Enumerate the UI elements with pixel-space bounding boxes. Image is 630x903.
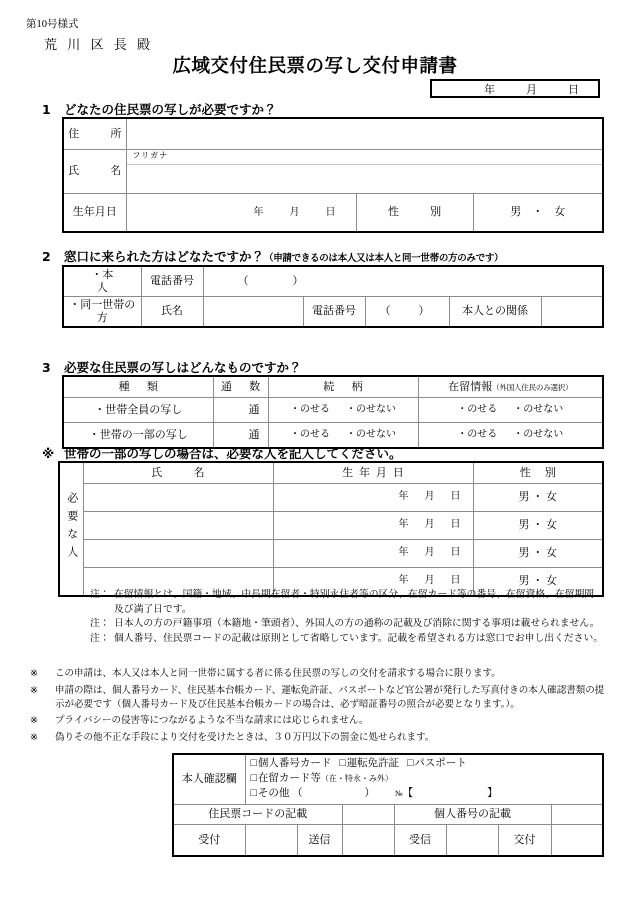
- person-month-label: 月: [424, 546, 435, 558]
- hoshi-text: 偽りその他不正な手段により交付を受けたときは、３０万円以下の罰金に処せられます。: [55, 733, 435, 744]
- birthdate-input[interactable]: [126, 194, 356, 233]
- residency-all-members[interactable]: [418, 398, 603, 423]
- other-number-label: №: [394, 788, 403, 798]
- column-count: 通 数: [213, 376, 268, 398]
- residency-no[interactable]: ・のせない: [513, 404, 564, 416]
- other-paren-open: （: [291, 787, 303, 799]
- table-row: [173, 805, 603, 825]
- person-year-label: 年: [398, 490, 409, 502]
- section3-heading-text: 必要な住民票の写しはどんなものですか？: [64, 360, 302, 375]
- self-phone-label: 電話番号: [141, 266, 203, 297]
- household-name-input[interactable]: [203, 297, 303, 328]
- required-persons-side-label-cell: [59, 462, 83, 596]
- person-name-input[interactable]: [83, 484, 273, 512]
- section3-table: [62, 375, 604, 449]
- person-day-label: 日: [450, 574, 461, 586]
- kind-all-members: ・世帯全員の写し: [63, 398, 213, 423]
- required-persons-label: 必要な人: [65, 492, 78, 565]
- hoshi-marker: ※: [30, 733, 38, 744]
- section1-heading: [42, 100, 277, 118]
- birth-month-label: 月: [289, 206, 300, 218]
- form-code: 第10号様式: [26, 19, 79, 30]
- column-person-sex: 性 別: [473, 462, 603, 484]
- applicant-household-label: ・同一世帯の方: [63, 297, 141, 328]
- resident-code-record-input[interactable]: [342, 805, 394, 825]
- person-year-label: 年: [398, 574, 409, 586]
- table-header-row: [59, 462, 603, 484]
- stamp-send-input[interactable]: [342, 825, 394, 857]
- birth-day-label: 日: [325, 206, 336, 218]
- person-month-label: 月: [424, 490, 435, 502]
- column-person-birthdate: 生 年 月 日: [273, 462, 473, 484]
- count-all-members[interactable]: 通: [213, 398, 268, 423]
- self-phone-input[interactable]: [203, 266, 603, 297]
- column-residency-note: （外国人住民のみ選択）: [492, 382, 573, 392]
- person-month-label: 月: [424, 574, 435, 586]
- section2-heading-sub: （申請できるのは本人又は本人と同一世帯の方のみです）: [264, 253, 504, 264]
- stamp-receipt-input[interactable]: [245, 825, 297, 857]
- hoshi-text: プライバシーの侵害等につながるような不当な請求には応じられません。: [55, 716, 369, 727]
- relation-yes[interactable]: ・のせる: [290, 404, 330, 416]
- household-name-label: 氏名: [141, 297, 203, 328]
- note-text: 個人番号、住民票コードの記載は原則として省略しています。記載を希望される方は窓口でお申し出ください。: [114, 633, 604, 645]
- hoshi-marker: ※: [30, 685, 38, 696]
- other-bracket-open: 【: [402, 787, 414, 799]
- note-text: 在留情報とは、国籍・地域、中長期在留者・特別永住者等の区分、在留カード等の番号、在留資格、在留期間: [114, 589, 595, 600]
- person-year-label: 年: [398, 518, 409, 530]
- section4-table: [58, 461, 604, 597]
- checkbox-other[interactable]: □ その他: [251, 787, 290, 802]
- household-phone-paren-open: （: [379, 305, 391, 318]
- residence-card-note: （在・特永・み外）: [320, 774, 393, 784]
- section2-heading: [42, 247, 503, 265]
- date-year-label: 年: [484, 83, 495, 96]
- person-sex-options[interactable]: 男 ・ 女: [473, 484, 603, 512]
- person-day-label: 日: [450, 518, 461, 530]
- hoshi-note-item: [30, 685, 604, 713]
- section3-number: 3: [42, 360, 51, 375]
- name-input[interactable]: [126, 150, 603, 194]
- household-phone-label: 電話番号: [303, 297, 365, 328]
- person-birthdate-input[interactable]: [273, 540, 473, 568]
- stamp-receive-input[interactable]: [446, 825, 498, 857]
- stamp-issue-label: 交付: [498, 825, 551, 857]
- self-phone-paren-close: ）: [292, 275, 304, 288]
- checkbox-passport[interactable]: □ パスポート: [407, 757, 467, 772]
- hoshi-marker: ※: [30, 716, 38, 727]
- residency-partial[interactable]: [418, 423, 603, 449]
- mynumber-record-input[interactable]: [551, 805, 603, 825]
- table-row: [63, 398, 603, 423]
- section2-table: [62, 265, 604, 328]
- residency-yes[interactable]: ・のせる: [457, 429, 498, 441]
- relation-no[interactable]: ・のせない: [346, 429, 396, 441]
- hoshi-note-item: [30, 668, 604, 682]
- residency-yes[interactable]: ・のせる: [457, 404, 498, 416]
- person-day-label: 日: [450, 490, 461, 502]
- furigana-divider: [127, 164, 603, 165]
- sex-label: 性 別: [356, 194, 473, 233]
- address-input[interactable]: [126, 118, 603, 150]
- household-phone-paren-close: ）: [418, 305, 430, 318]
- mynumber-record-label: 個人番号の記載: [394, 805, 551, 825]
- table-row: [63, 194, 603, 233]
- count-partial[interactable]: 通: [213, 423, 268, 449]
- name-label: 氏 名: [63, 150, 126, 194]
- hoshi-text: 申請の際は、個人番号カード、住民基本台帳カード、運転免許証、パスポートなど官公署が発行した写真付きの本人確認書類の提: [55, 685, 605, 696]
- hoshi-marker: ※: [30, 669, 38, 679]
- birth-year-label: 年: [253, 206, 264, 218]
- table-row: [63, 266, 603, 297]
- table-row: [63, 150, 603, 194]
- identity-check-options[interactable]: [245, 754, 603, 805]
- note-marker: 注：: [90, 589, 110, 600]
- person-name-input[interactable]: [83, 512, 273, 540]
- person-name-input[interactable]: [83, 540, 273, 568]
- person-day-label: 日: [450, 546, 461, 558]
- column-relation: 続 柄: [268, 376, 418, 398]
- stamp-receipt-label: 受付: [173, 825, 245, 857]
- application-date-box[interactable]: [430, 79, 600, 98]
- person-sex-options[interactable]: 男 ・ 女: [473, 540, 603, 568]
- household-phone-input[interactable]: [365, 297, 449, 328]
- identity-check-label: 本人確認欄: [173, 754, 245, 805]
- relation-all-members[interactable]: [268, 398, 418, 423]
- section3-heading: [42, 358, 302, 376]
- section4-mark: ※: [42, 446, 55, 461]
- resident-code-record-label: 住民票コードの記載: [173, 805, 342, 825]
- hoshi-note-item: [30, 715, 604, 729]
- table-row: [59, 512, 603, 540]
- note-marker: 注：: [90, 618, 110, 630]
- table-row: [63, 297, 603, 328]
- section4-heading-text: 世帯の一部の写しの場合は、必要な人を記入してください。: [64, 446, 402, 461]
- other-bracket-close: 】: [487, 787, 498, 799]
- person-sex-options[interactable]: 男 ・ 女: [473, 512, 603, 540]
- person-sex-options[interactable]: 男 ・ 女: [473, 568, 603, 597]
- column-kind: 種 類: [63, 376, 213, 398]
- date-month-label: 月: [526, 83, 537, 96]
- sex-options[interactable]: 男 ・ 女: [473, 194, 603, 233]
- notes-block: [90, 588, 603, 647]
- checkbox-mynumber-card[interactable]: □ 個人番号カード: [251, 757, 332, 772]
- residency-no[interactable]: ・のせない: [513, 429, 564, 441]
- office-use-table: [172, 753, 604, 857]
- section4-heading: [42, 444, 402, 462]
- person-year-label: 年: [398, 546, 409, 558]
- person-birthdate-input[interactable]: [273, 484, 473, 512]
- household-relation-input[interactable]: [541, 297, 603, 328]
- date-day-label: 日: [568, 83, 579, 96]
- note-marker: 注：: [90, 633, 110, 645]
- table-row: [63, 118, 603, 150]
- relation-yes[interactable]: ・のせる: [290, 429, 330, 441]
- section1-heading-text: どなたの住民票の写しが必要ですか？: [64, 102, 277, 117]
- furigana-label: フリガナ: [132, 151, 169, 160]
- person-month-label: 月: [424, 518, 435, 530]
- addressee: 荒 川 区 長 殿: [44, 37, 154, 52]
- table-row: [173, 825, 603, 857]
- identity-option-line-3: [251, 787, 603, 802]
- address-label: 住 所: [63, 118, 126, 150]
- birthdate-label: 生年月日: [63, 194, 126, 233]
- note-item: [90, 632, 603, 647]
- household-relation-label: 本人との関係: [449, 297, 541, 328]
- other-paren-close: ）: [364, 787, 375, 799]
- page-title: 広域交付住民票の写し交付申請書: [172, 56, 458, 77]
- hoshi-note-item: [30, 732, 604, 746]
- identity-option-line-2: [251, 772, 603, 787]
- table-row: [59, 484, 603, 512]
- kind-partial: ・世帯の一部の写し: [63, 423, 213, 449]
- table-row: [59, 540, 603, 568]
- checkbox-drivers-license[interactable]: □ 運転免許証: [339, 757, 399, 772]
- column-residency-text: 在留情報: [448, 380, 493, 393]
- stamp-issue-input[interactable]: [551, 825, 603, 857]
- stamp-receive-label: 受信: [394, 825, 446, 857]
- applicant-self-label: ・本 人: [63, 266, 141, 297]
- checkbox-residence-card[interactable]: □ 在留カード等: [251, 772, 321, 787]
- hoshi-text: この申請は、本人又は本人と同一世帯に属する者に係る住民票の写しの交付を請求する場合に限ります。: [55, 669, 501, 679]
- column-person-name: 氏 名: [83, 462, 273, 484]
- table-header-row: [63, 376, 603, 398]
- column-residency: [418, 376, 603, 398]
- table-row: [173, 754, 603, 805]
- note-item: [90, 617, 603, 632]
- note-text: 日本人の方の戸籍事項（本籍地・筆頭者）、外国人の方の通称の記載及び消除に関する事項は載せられません。: [114, 618, 600, 630]
- note-continuation: 及び満了日です。: [114, 603, 192, 615]
- stamp-send-label: 送信: [297, 825, 342, 857]
- person-birthdate-input[interactable]: [273, 512, 473, 540]
- self-phone-paren-open: （: [237, 275, 249, 288]
- hoshi-text-continued: 示が必要です（個人番号カード及び住民基本台帳カードの場合は、必ず暗証番号の照合が必要となります。）。: [55, 699, 520, 710]
- identity-option-line-1: [251, 757, 603, 772]
- hoshi-notes-block: [30, 668, 604, 749]
- note-item: [90, 588, 603, 603]
- section2-number: 2: [42, 249, 51, 264]
- section1-number: 1: [42, 102, 51, 117]
- section2-heading-text: 窓口に来られた方はどなたですか？: [64, 249, 265, 264]
- section1-table: [62, 117, 604, 233]
- relation-no[interactable]: ・のせない: [346, 404, 396, 416]
